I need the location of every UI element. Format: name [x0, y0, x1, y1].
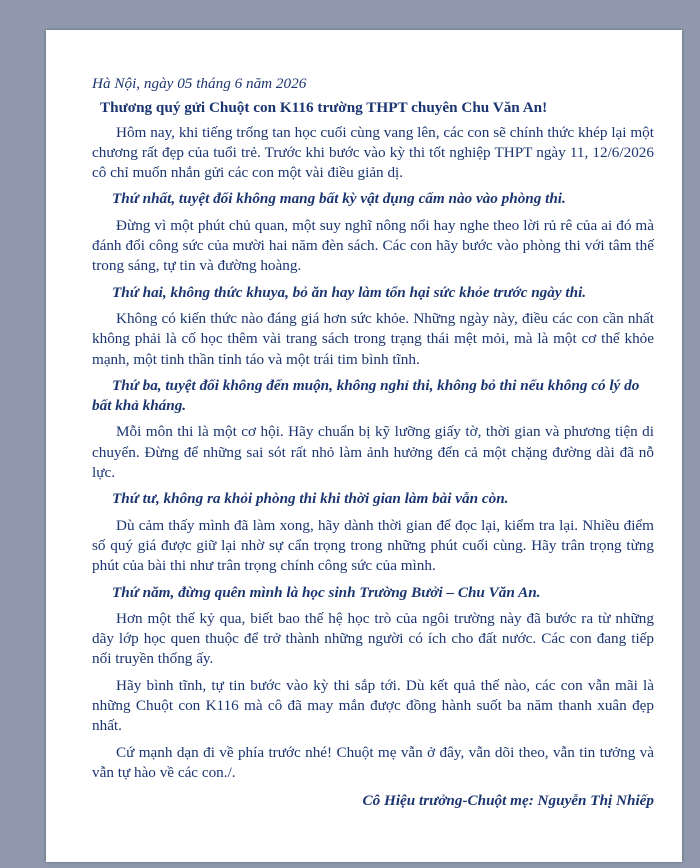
section-body-3: Mỗi môn thi là một cơ hội. Hãy chuẩn bị kỹ lưỡng giấy tờ, thời gian và phương tiện di chuyển. Đừng để những sai sót rất nhỏ làm ảnh hưởng đến cả một chặng đường dài đã nỗ lực.	[92, 423, 654, 482]
letter-date: Hà Nội, ngày 05 tháng 6 năm 2026	[92, 75, 307, 92]
section-heading-1: Thứ nhất, tuyệt đối không mang bất kỳ vật dụng cấm nào vào phòng thi.	[112, 190, 566, 208]
section-heading-5: Thứ năm, đừng quên mình là học sinh Trường Bưởi – Chu Văn An.	[112, 583, 541, 601]
section-body-2: Không có kiến thức nào đáng giá hơn sức khỏe. Những ngày này, điều các con cần nhất không phải là cố học thêm vài trang sách trong trạng thái mệt mỏi, mà là một cơ thể khỏe mạnh, một tinh thần tỉnh táo và một trái tim bình tĩnh.	[92, 309, 654, 368]
closing-paragraph-2: Cứ mạnh dạn đi về phía trước nhé! Chuột mẹ vẫn ở đây, vẫn dõi theo, vẫn tin tưởng và vẫn tự hào về các con./.	[92, 743, 654, 781]
section-body-5: Hơn một thế kỷ qua, biết bao thế hệ học trò của ngôi trường này đã bước ra từ những dãy lớp học quen thuộc để trở thành những người có ích cho đất nước. Các con đang tiếp nối truyền thống ấy.	[92, 609, 654, 668]
letter-page	[46, 30, 682, 862]
letter-title: Thương quý gửi Chuột con K116 trường THPT chuyên Chu Văn An!	[100, 99, 548, 117]
section-heading-2: Thứ hai, không thức khuya, bỏ ăn hay làm tổn hại sức khỏe trước ngày thi.	[112, 283, 587, 301]
section-body-4: Dù cảm thấy mình đã làm xong, hãy dành thời gian để đọc lại, kiểm tra lại. Nhiều điểm số quý giá được giữ lại nhờ sự cẩn trọng trong những phút cuối cùng. Hãy trân trọng từng phút của bài thi như trân trọng chính công sức của mình.	[92, 516, 654, 575]
signature-line: Cô Hiệu trưởng-Chuột mẹ: Nguyễn Thị Nhiếp	[362, 792, 654, 810]
intro-paragraph: Hôm nay, khi tiếng trống tan học cuối cùng vang lên, các con sẽ chính thức khép lại một chương rất đẹp của tuổi trẻ. Trước khi bước vào kỳ thi tốt nghiệp THPT ngày 11, 12/6/2026 cô chỉ muốn nhắn gửi các con một vài điều giản dị.	[92, 123, 654, 182]
closing-paragraph-1: Hãy bình tĩnh, tự tin bước vào kỳ thi sắp tới. Dù kết quả thế nào, các con vẫn mãi là những Chuột con K116 mà cô đã may mắn được đồng hành suốt ba năm thanh xuân đẹp nhất.	[92, 676, 654, 735]
letter-content	[92, 74, 654, 812]
section-body-1: Đừng vì một phút chủ quan, một suy nghĩ nông nổi hay nghe theo lời rủ rê của ai đó mà đánh đổi công sức của mười hai năm đèn sách. Các con hãy bước vào phòng thi với tâm thế trong sáng, tự tin và đường hoàng.	[92, 216, 654, 275]
section-heading-4: Thứ tư, không ra khỏi phòng thi khi thời gian làm bài vẫn còn.	[112, 490, 509, 508]
section-heading-3: Thứ ba, tuyệt đối không đến muộn, không nghỉ thi, không bỏ thi nếu không có lý do bất khả kháng.	[92, 376, 640, 415]
